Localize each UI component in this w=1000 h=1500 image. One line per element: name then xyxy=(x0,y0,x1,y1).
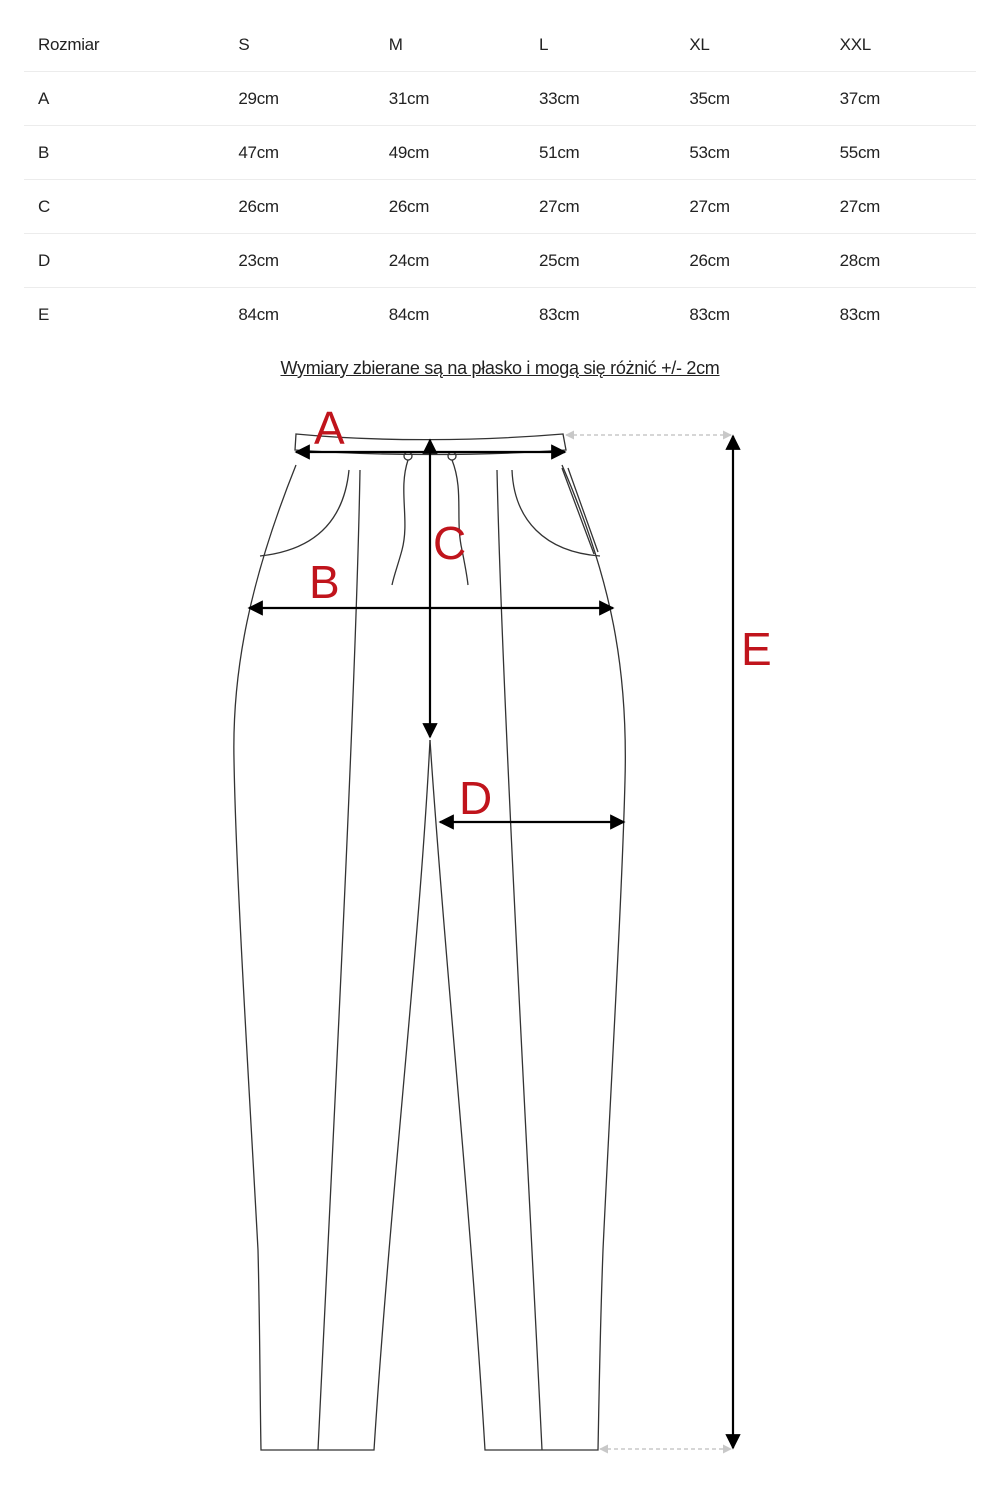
table-cell: 35cm xyxy=(675,72,825,126)
table-cell: 47cm xyxy=(224,126,374,180)
table-cell: 55cm xyxy=(826,126,976,180)
table-cell: 83cm xyxy=(689,304,730,324)
measurement-note-text: Wymiary zbierane są na płasko i mogą się różnić +/- 2cm xyxy=(280,358,720,378)
table-cell: 84cm xyxy=(238,304,279,324)
table-cell: 28cm xyxy=(826,234,976,288)
table-cell: 31cm xyxy=(375,72,525,126)
table-cell: 25cm xyxy=(525,234,675,288)
header-cell: S xyxy=(224,18,374,72)
header-cell: L xyxy=(525,18,675,72)
table-cell: 26cm xyxy=(375,180,525,234)
table-cell: A xyxy=(24,72,224,126)
label-c: C xyxy=(433,517,467,569)
table-cell: 29cm xyxy=(224,72,374,126)
table-cell: 23cm xyxy=(224,234,374,288)
table-cell: 51cm xyxy=(525,126,675,180)
left-leg-outline xyxy=(234,465,430,1450)
table-cell: D xyxy=(24,234,224,288)
table-cell: E xyxy=(38,304,50,324)
table-cell: 84cm xyxy=(388,304,430,324)
table-cell: 27cm xyxy=(675,180,825,234)
header-cell: XL xyxy=(675,18,825,72)
table-cell: 26cm xyxy=(224,180,374,234)
header-cell: XXL xyxy=(826,18,976,72)
button-right-icon xyxy=(448,452,456,460)
table-cell: 27cm xyxy=(826,180,976,234)
header-cell: Rozmiar xyxy=(24,18,224,72)
table-cell: 27cm xyxy=(525,180,675,234)
label-e: E xyxy=(741,623,772,675)
table-cell: 24cm xyxy=(375,234,525,288)
right-leg-outline xyxy=(430,465,625,1450)
label-b: B xyxy=(309,556,340,608)
table-cell: 49cm xyxy=(375,126,525,180)
table-cell: C xyxy=(24,180,224,234)
header-cell: M xyxy=(375,18,525,72)
label-d: D xyxy=(459,772,493,824)
table-cell: 83cm xyxy=(539,304,580,324)
right-side-seam xyxy=(497,470,542,1450)
table-cell: 26cm xyxy=(675,234,825,288)
table-cell: 83cm xyxy=(839,304,881,324)
left-pocket xyxy=(260,470,349,556)
right-pocket xyxy=(512,470,600,556)
label-a: A xyxy=(314,402,345,454)
table-cell: B xyxy=(24,126,224,180)
guide-arrows xyxy=(566,435,731,1449)
table-cell: 37cm xyxy=(826,72,976,126)
table-cell: 33cm xyxy=(525,72,675,126)
table-cell: 53cm xyxy=(675,126,825,180)
button-left-icon xyxy=(404,452,412,460)
drawstring-left xyxy=(392,460,408,585)
left-side-seam xyxy=(318,470,360,1450)
